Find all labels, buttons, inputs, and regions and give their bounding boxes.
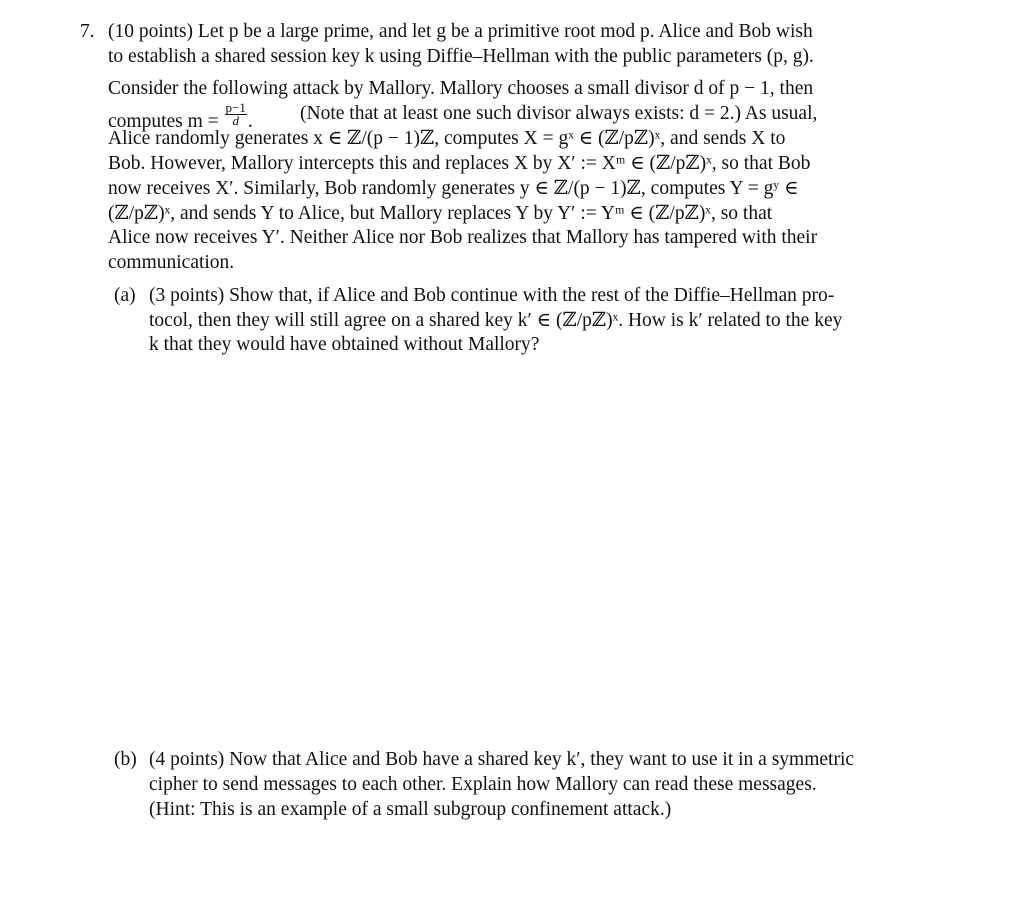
attack-line-4: Bob. However, Mallory intercepts this and replaces X by X′ := Xᵐ ∈ (ℤ/pℤ)ˣ, so that Bob: [108, 153, 811, 174]
fraction-denominator: d: [232, 113, 239, 128]
attack-line-2: (Note that at least one such divisor always exists: d = 2.) As usual,: [300, 103, 818, 124]
computes-m-label: computes m = $\frac{p-1}{d}$ .: [108, 100, 253, 132]
part-a-line-2: tocol, then they will still agree on a shared key k′ ∈ (ℤ/pℤ)ˣ. How is k′ related to the key: [149, 310, 843, 331]
part-a-line-3: k that they would have obtained without Mallory?: [149, 334, 540, 355]
part-b-label: (b): [114, 749, 137, 770]
attack-line-1: Consider the following attack by Mallory. Mallory chooses a small divisor d of p − 1, then: [108, 78, 814, 99]
part-a-line-1: (3 points) Show that, if Alice and Bob continue with the rest of the Diffie–Hellman pro-: [149, 285, 835, 306]
part-b-line-2: cipher to send messages to each other. Explain how Mallory can read these messages.: [149, 774, 817, 795]
m-fraction: [225, 102, 247, 127]
problem-number: 7.: [80, 21, 95, 42]
part-b-line-1: (4 points) Now that Alice and Bob have a shared key k′, they want to use it in a symmetric: [149, 749, 855, 770]
attack-line-5: now receives X′. Similarly, Bob randomly generates y ∈ ℤ/(p − 1)ℤ, computes Y = gʸ ∈: [108, 178, 799, 199]
part-a-label: (a): [114, 285, 136, 306]
fraction-numerator: p−1: [225, 100, 246, 115]
attack-line-8: communication.: [108, 252, 235, 273]
attack-line-3: Alice randomly generates x ∈ ℤ/(p − 1)ℤ, computes X = gˣ ∈ (ℤ/pℤ)ˣ, and sends X to: [108, 128, 786, 149]
problem-intro-line-1: (10 points) Let p be a large prime, and let g be a primitive root mod p. Alice and Bob wish: [108, 21, 813, 42]
part-b-line-3: (Hint: This is an example of a small subgroup confinement attack.): [149, 799, 672, 820]
attack-line-6: (ℤ/pℤ)ˣ, and sends Y to Alice, but Mallory replaces Y by Y′ := Yᵐ ∈ (ℤ/pℤ)ˣ, so that: [108, 203, 773, 224]
attack-line-7: Alice now receives Y′. Neither Alice nor Bob realizes that Mallory has tampered with their: [108, 227, 818, 248]
problem-intro-line-2: to establish a shared session key k using Diffie–Hellman with the public parameters (p, g).: [108, 46, 814, 67]
computes-m-text: computes m =: [108, 111, 219, 132]
